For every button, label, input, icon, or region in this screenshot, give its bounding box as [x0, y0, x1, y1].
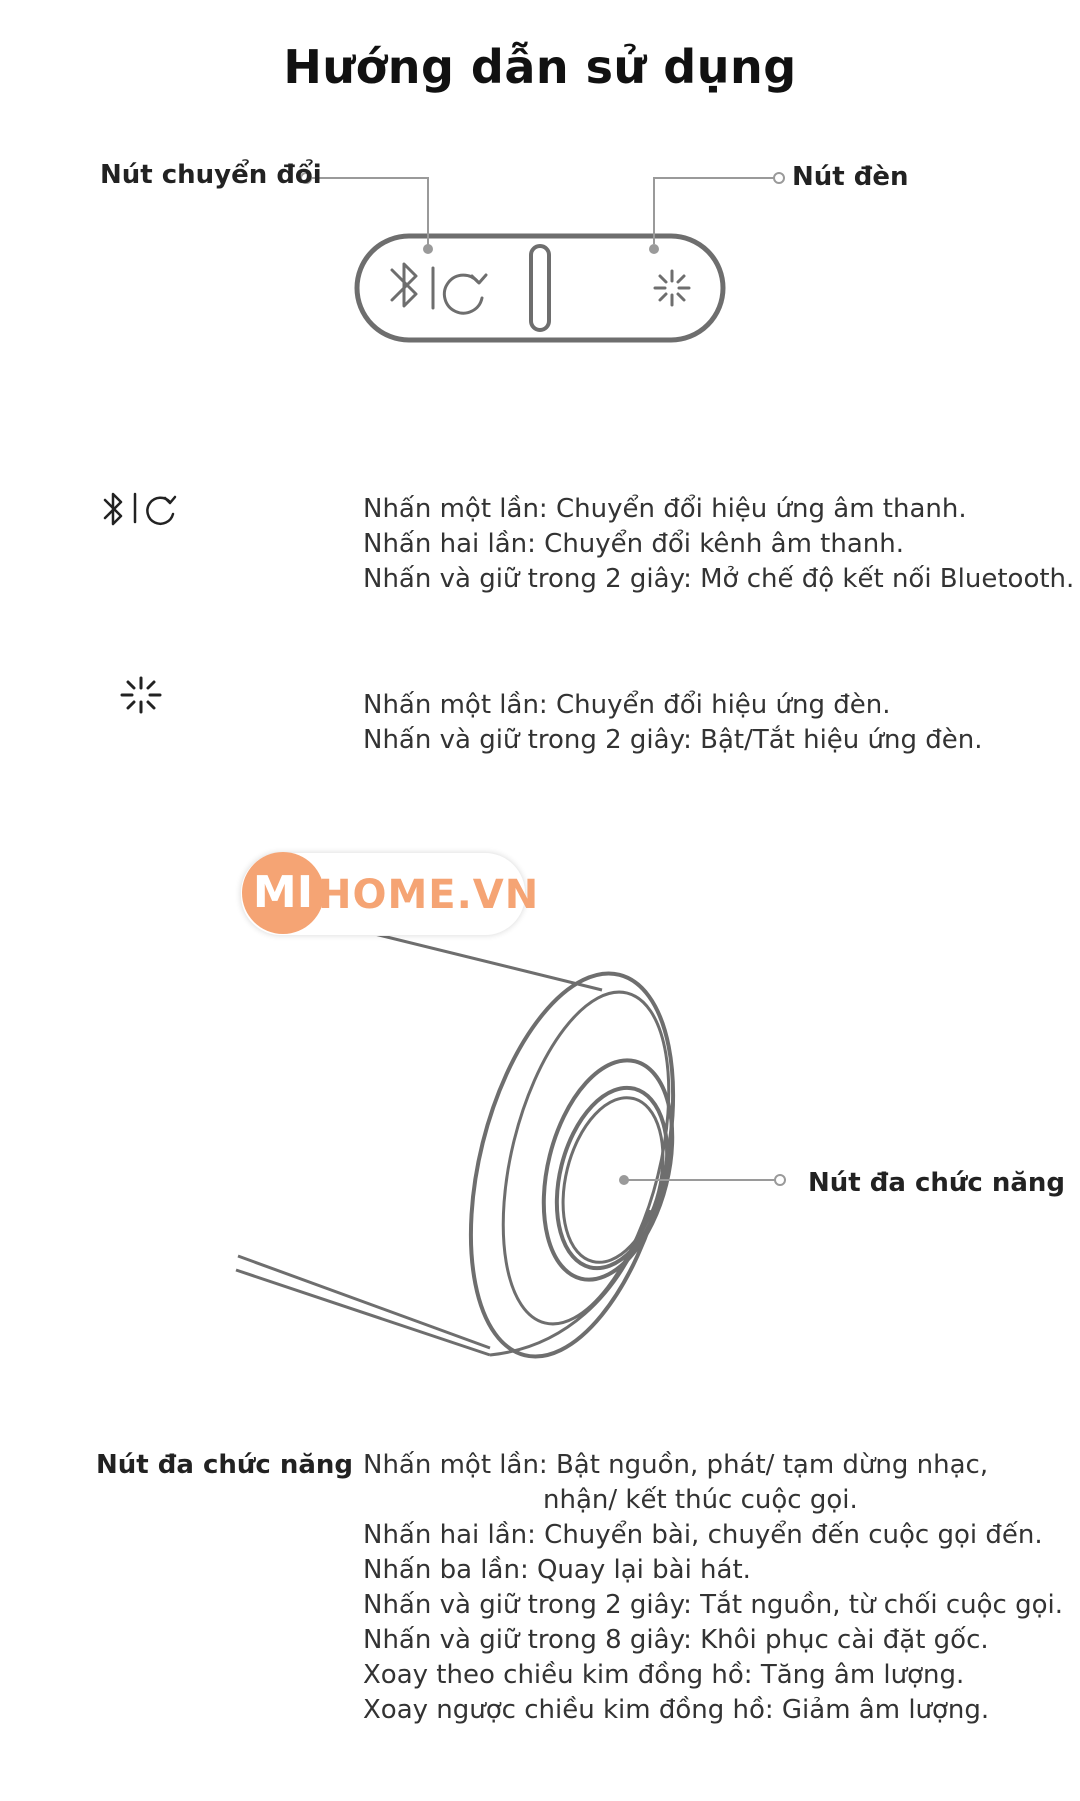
description-line: Nhấn một lần: Chuyển đổi hiệu ứng đèn. [363, 690, 891, 720]
watermark-text: HOME.VN [318, 872, 540, 918]
page-title: Hướng dẫn sử dụng [283, 40, 797, 94]
switch-button-description [363, 492, 1074, 597]
multi-button-description [363, 1448, 1063, 1728]
description-line: nhận/ kết thúc cuộc gọi. [543, 1485, 858, 1515]
multi-button-callout-label: Nút đa chức năng [808, 1168, 1066, 1198]
description-line: Nhấn hai lần: Chuyển đổi kênh âm thanh. [363, 529, 904, 559]
description-line: Xoay theo chiều kim đồng hồ: Tăng âm lượng. [363, 1660, 965, 1690]
leader-lines-top [301, 173, 784, 254]
light-burst-icon [655, 271, 689, 305]
description-line: Nhấn và giữ trong 2 giây: Tắt nguồn, từ chối cuộc gọi. [363, 1590, 1064, 1620]
description-line: Nhấn và giữ trong 2 giây: Mở chế độ kết nối Bluetooth. [363, 564, 1075, 594]
switch-button-label: Nút chuyển đổi [100, 160, 322, 190]
leader-line-multi [619, 1175, 785, 1185]
light-burst-small-icon [122, 678, 160, 712]
panel-divider [531, 246, 549, 330]
bluetooth-refresh-icon [392, 264, 486, 313]
speaker-illustration [236, 920, 709, 1377]
description-line: Nhấn và giữ trong 8 giây: Khôi phục cài đặt gốc. [363, 1625, 989, 1655]
description-line: Nhấn hai lần: Chuyển bài, chuyển đến cuộc gọi đến. [363, 1520, 1043, 1550]
description-line: Xoay ngược chiều kim đồng hồ: Giảm âm lượng. [363, 1695, 990, 1725]
description-line: Nhấn và giữ trong 2 giây: Bật/Tắt hiệu ứng đèn. [363, 725, 983, 755]
light-button-label: Nút đèn [792, 162, 909, 192]
multi-button-section-label: Nút đa chức năng [96, 1450, 354, 1480]
light-button-description [363, 688, 983, 758]
description-line: Nhấn ba lần: Quay lại bài hát. [363, 1555, 751, 1585]
watermark-badge: MI [242, 852, 324, 934]
description-line: Nhấn một lần: Bật nguồn, phát/ tạm dừng nhạc, [363, 1450, 989, 1480]
bluetooth-refresh-small-icon [105, 494, 175, 524]
description-line: Nhấn một lần: Chuyển đổi hiệu ứng âm thanh. [363, 494, 967, 524]
